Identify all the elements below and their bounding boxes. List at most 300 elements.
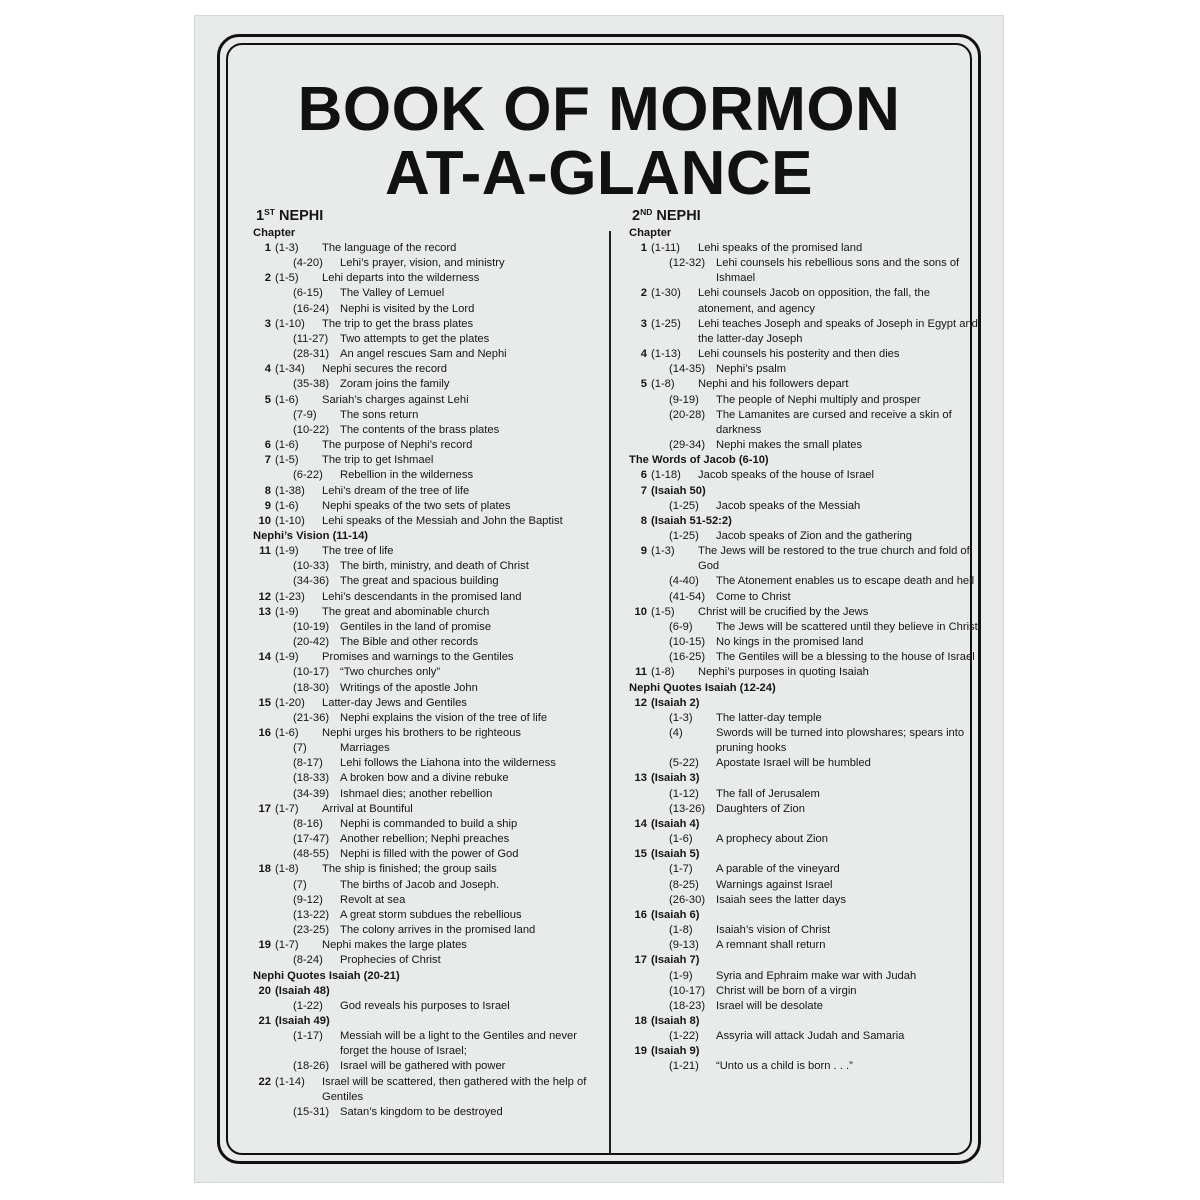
heading-text: NEPHI — [652, 208, 701, 224]
chapter-entry — [253, 802, 603, 817]
chapter-entry — [253, 241, 603, 256]
page-title — [195, 75, 1003, 208]
entry-description: Zoram joins the family — [340, 378, 450, 391]
verse-range: (16-25) — [669, 651, 706, 664]
chapter-entry — [253, 499, 603, 514]
verse-range: (13-22) — [293, 908, 330, 921]
verse-range: (1-6) — [275, 499, 299, 512]
verse-range: (18-26) — [293, 1060, 330, 1073]
entry-description: Christ will be crucified by the Jews — [698, 605, 869, 618]
chapter-entry — [253, 878, 603, 893]
isaiah-chapter-heading — [629, 514, 979, 529]
verse-range: (1-22) — [669, 1030, 699, 1043]
verse-range: (10-22) — [293, 423, 330, 436]
isaiah-reference: (Isaiah 9) — [651, 1045, 700, 1058]
entry-description: The Valley of Lemuel — [340, 287, 445, 300]
entry-description: Jacob speaks of Zion and the gathering — [716, 529, 912, 542]
entry-description: The language of the record — [322, 242, 457, 254]
chapter-number: 2 — [264, 272, 271, 285]
verse-range: (1-13) — [651, 348, 681, 361]
chapter-entry — [253, 771, 603, 786]
verse-range: (1-25) — [669, 529, 699, 542]
chapter-entry — [629, 802, 979, 817]
verse-range: (23-25) — [293, 924, 330, 937]
chapter-entry — [253, 590, 603, 605]
isaiah-reference: (Isaiah 51-52:2) — [651, 514, 732, 527]
isaiah-chapter-heading — [629, 817, 979, 832]
chapter-entry — [253, 681, 603, 696]
verse-range: (1-9) — [275, 651, 299, 664]
chapter-entry — [629, 362, 979, 377]
chapter-entry — [253, 726, 603, 741]
chapter-entry — [253, 377, 603, 392]
chapter-entry — [629, 1029, 979, 1044]
section-title-2-nephi — [632, 202, 979, 226]
chapter-entry — [253, 438, 603, 453]
entry-description: No kings in the promised land — [716, 636, 864, 649]
verse-range: (1-9) — [669, 969, 693, 982]
entry-description: Nephi secures the record — [322, 363, 447, 376]
isaiah-reference: (Isaiah 2) — [651, 696, 700, 709]
entry-description: The births of Jacob and Joseph. — [340, 878, 500, 891]
chapter-entry — [629, 726, 979, 756]
heading-ordinal: ST — [264, 207, 275, 217]
entry-description: The Jews will be restored to the true church and fold of God — [698, 545, 970, 573]
entry-description: A prophecy about Zion — [716, 833, 828, 846]
isaiah-chapter-heading — [629, 1014, 979, 1029]
entry-description: Arrival at Bountiful — [322, 802, 413, 815]
isaiah-chapter-heading — [253, 1014, 603, 1029]
entry-description: The colony arrives in the promised land — [340, 924, 536, 937]
entry-description: Lehi teaches Joseph and speaks of Joseph in Egypt and the latter-day Joseph — [698, 317, 978, 345]
chapter-entry — [629, 529, 979, 544]
verse-range: (10-33) — [293, 560, 330, 573]
verse-range: (1-23) — [275, 590, 305, 603]
verse-range: (18-33) — [293, 772, 330, 785]
entry-description: Nephi makes the small plates — [716, 439, 863, 452]
isaiah-reference: (Isaiah 50) — [651, 484, 706, 497]
entry-description: The Lamanites are cursed and receive a skin of darkness — [716, 408, 952, 436]
entry-description: The sons return — [340, 408, 419, 421]
entry-description: The people of Nephi multiply and prosper — [716, 393, 921, 406]
entry-description: Israel will be gathered with power — [340, 1060, 506, 1073]
chapter-number: 13 — [634, 772, 647, 785]
chapter-entry — [629, 393, 979, 408]
chapter-label: Chapter — [629, 227, 672, 239]
chapter-entry — [629, 893, 979, 908]
isaiah-chapter-heading — [629, 1044, 979, 1059]
chapter-entry — [253, 908, 603, 923]
verse-range: (34-36) — [293, 575, 330, 588]
entry-description: Nephi is commanded to build a ship — [340, 817, 518, 830]
entry-description: Lehi’s dream of the tree of life — [322, 484, 470, 497]
verse-range: (1-11) — [651, 242, 681, 254]
chapter-number: 4 — [640, 348, 647, 361]
verse-range: (1-6) — [669, 833, 693, 846]
chapter-entry — [629, 347, 979, 362]
chapter-entry — [253, 847, 603, 862]
entry-description: Nephi and his followers depart — [698, 378, 849, 391]
isaiah-reference: (Isaiah 6) — [651, 908, 700, 921]
first-nephi-column — [253, 202, 603, 1120]
chapter-number: 17 — [258, 802, 271, 815]
verse-range: (1-8) — [651, 666, 675, 679]
verse-range: (35-38) — [293, 378, 330, 391]
isaiah-reference: (Isaiah 3) — [651, 772, 700, 785]
chapter-entry — [253, 544, 603, 559]
entry-description: Latter-day Jews and Gentiles — [322, 696, 467, 709]
entry-description: Christ will be born of a virgin — [716, 984, 857, 997]
entry-list — [629, 241, 979, 1075]
chapter-entry — [629, 650, 979, 665]
section-title-1-nephi — [256, 202, 603, 226]
entry-description: Lehi counsels his rebellious sons and the sons of Ishmael — [716, 257, 960, 285]
verse-range: (16-24) — [293, 302, 330, 315]
verse-range: (9-13) — [669, 939, 699, 952]
chapter-entry — [253, 468, 603, 483]
chapter-entry — [629, 286, 979, 316]
verse-range: (41-54) — [669, 590, 706, 603]
isaiah-reference: (Isaiah 48) — [275, 984, 330, 997]
chapter-entry — [629, 317, 979, 347]
isaiah-chapter-heading — [629, 953, 979, 968]
chapter-number: 11 — [259, 545, 271, 558]
chapter-number: 3 — [264, 317, 271, 330]
chapter-entry — [253, 332, 603, 347]
chapter-entry — [629, 969, 979, 984]
entry-description: The Bible and other records — [340, 636, 479, 649]
chapter-number: 20 — [258, 984, 271, 997]
entry-description: Gentiles in the land of promise — [340, 620, 492, 633]
chapter-entry — [629, 878, 979, 893]
chapter-entry — [253, 286, 603, 301]
chapter-entry — [253, 393, 603, 408]
verse-range: (1-25) — [669, 499, 699, 512]
verse-range: (4) — [669, 727, 683, 739]
verse-range: (7-9) — [293, 408, 317, 421]
verse-range: (1-22) — [293, 999, 323, 1012]
entry-description: Isaiah sees the latter days — [716, 893, 846, 906]
verse-range: (6-22) — [293, 469, 323, 482]
entry-description: Nephi’s purposes in quoting Isaiah — [698, 666, 869, 679]
verse-range: (48-55) — [293, 848, 330, 861]
entry-description: Come to Christ — [716, 590, 791, 603]
chapter-number: 9 — [640, 545, 647, 558]
entry-description: Satan’s kingdom to be destroyed — [340, 1105, 503, 1118]
isaiah-chapter-heading — [629, 484, 979, 499]
entry-description: Revolt at sea — [340, 893, 406, 906]
chapter-number: 12 — [258, 590, 271, 603]
verse-range: (18-30) — [293, 681, 330, 694]
chapter-entry — [629, 1059, 979, 1074]
verse-range: (10-15) — [669, 636, 706, 649]
verse-range: (1-8) — [669, 924, 693, 937]
chapter-entry — [629, 999, 979, 1014]
verse-range: (1-3) — [275, 242, 299, 254]
verse-range: (4-20) — [293, 257, 323, 270]
chapter-entry — [253, 574, 603, 589]
verse-range: (7) — [293, 742, 307, 755]
chapter-entry — [253, 938, 603, 953]
verse-range: (1-7) — [275, 802, 299, 815]
entry-description: A great storm subdues the rebellious — [340, 908, 522, 921]
chapter-number: 9 — [264, 499, 271, 512]
chapter-number: 7 — [264, 454, 271, 467]
chapter-number: 10 — [634, 605, 647, 618]
chapter-number: 10 — [258, 514, 271, 527]
heading-number: 2 — [632, 208, 641, 224]
isaiah-reference: (Isaiah 8) — [651, 1014, 700, 1027]
chapter-entry — [253, 999, 603, 1014]
chapter-entry — [253, 317, 603, 332]
section-subheading: Nephi’s Vision (11-14) — [253, 529, 369, 542]
chapter-number: 5 — [264, 393, 271, 406]
chapter-entry — [629, 544, 979, 574]
entry-description: Lehi’s prayer, vision, and ministry — [340, 257, 505, 270]
entry-description: Isaiah’s vision of Christ — [716, 924, 831, 937]
chapter-entry — [253, 423, 603, 438]
entry-description: A remnant shall return — [716, 939, 826, 952]
column-divider — [609, 231, 611, 1154]
entry-description: Syria and Ephraim make war with Judah — [716, 969, 917, 982]
verse-range: (1-8) — [651, 378, 675, 391]
verse-range: (1-5) — [651, 605, 675, 618]
chapter-entry — [253, 484, 603, 499]
chapter-entry — [253, 256, 603, 271]
entry-description: The Gentiles will be a blessing to the house of Israel — [716, 651, 975, 664]
verse-range: (1-5) — [275, 454, 299, 467]
chapter-entry — [253, 665, 603, 680]
entry-description: Marriages — [340, 742, 390, 755]
verse-range: (1-10) — [275, 514, 305, 527]
chapter-entry — [629, 574, 979, 589]
chapter-number: 19 — [258, 939, 271, 952]
verse-range: (13-26) — [669, 802, 706, 815]
isaiah-chapter-heading — [629, 908, 979, 923]
isaiah-reference: (Isaiah 49) — [275, 1014, 330, 1027]
verse-range: (1-30) — [651, 287, 681, 300]
isaiah-reference: (Isaiah 7) — [651, 954, 700, 967]
chapter-entry — [253, 635, 603, 650]
chapter-entry — [629, 241, 979, 256]
entry-description: Lehi counsels Jacob on opposition, the fall, the atonement, and agency — [698, 287, 930, 315]
entry-description: The great and abominable church — [322, 605, 490, 618]
verse-range: (9-12) — [293, 893, 323, 906]
chapter-entry — [253, 1059, 603, 1074]
chapter-number: 6 — [640, 469, 647, 482]
verse-range: (26-30) — [669, 893, 706, 906]
chapter-entry — [629, 620, 979, 635]
chapter-entry — [253, 605, 603, 620]
chapter-entry — [629, 756, 979, 771]
verse-range: (1-10) — [275, 317, 305, 330]
verse-range: (1-7) — [669, 863, 693, 876]
chapter-number: 12 — [634, 696, 647, 709]
chapter-entry — [253, 1105, 603, 1120]
chapter-entry — [253, 1075, 603, 1105]
chapter-entry — [253, 711, 603, 726]
heading-text: NEPHI — [274, 208, 324, 224]
chapter-entry — [629, 590, 979, 605]
verse-range: (15-31) — [293, 1105, 330, 1118]
entry-description: Writings of the apostle John — [340, 681, 478, 694]
verse-range: (8-16) — [293, 817, 323, 830]
verse-range: (1-12) — [669, 787, 699, 800]
chapter-entry — [253, 620, 603, 635]
chapter-entry — [253, 453, 603, 468]
verse-range: (8-25) — [669, 878, 699, 891]
verse-range: (8-24) — [293, 954, 323, 967]
entry-description: Lehi speaks of the promised land — [698, 242, 863, 254]
verse-range: (4-40) — [669, 575, 699, 588]
verse-range: (20-28) — [669, 408, 706, 421]
verse-range: (6-15) — [293, 287, 323, 300]
chapter-number: 21 — [258, 1014, 271, 1027]
verse-range: (10-17) — [669, 984, 706, 997]
chapter-entry — [629, 377, 979, 392]
isaiah-reference: (Isaiah 5) — [651, 848, 700, 861]
chapter-number: 17 — [634, 954, 647, 967]
chapter-entry — [629, 468, 979, 483]
isaiah-chapter-heading — [629, 771, 979, 786]
entry-description: Lehi counsels his posterity and then dies — [698, 348, 900, 361]
verse-range: (12-32) — [669, 257, 706, 270]
verse-range: (1-3) — [669, 711, 693, 724]
verse-range: (9-19) — [669, 393, 699, 406]
chapter-entry — [629, 787, 979, 802]
verse-range: (1-9) — [275, 545, 299, 558]
verse-range: (6-9) — [669, 620, 693, 633]
entry-description: The Atonement enables us to escape death and hell — [716, 575, 975, 588]
chapter-number: 3 — [640, 317, 647, 330]
entry-description: Lehi follows the Liahona into the wilderness — [340, 757, 556, 770]
chapter-entry — [629, 984, 979, 999]
chapter-entry — [629, 711, 979, 726]
verse-range: (5-22) — [669, 757, 699, 770]
entry-description: Sariah’s charges against Lehi — [322, 393, 469, 406]
isaiah-chapter-heading — [253, 984, 603, 999]
chapter-entry — [629, 938, 979, 953]
entry-description: Nephi speaks of the two sets of plates — [322, 499, 511, 512]
verse-range: (1-17) — [293, 1030, 323, 1043]
chapter-number: 16 — [258, 727, 271, 739]
entry-description: The contents of the brass plates — [340, 423, 500, 436]
entry-description: The birth, ministry, and death of Christ — [340, 560, 529, 573]
chapter-number: 22 — [258, 1075, 271, 1088]
chapter-entry — [253, 408, 603, 423]
entry-description: Lehi’s descendants in the promised land — [322, 590, 522, 603]
chapter-number: 8 — [640, 514, 647, 527]
chapter-entry — [253, 817, 603, 832]
verse-range: (10-19) — [293, 620, 330, 633]
entry-description: The trip to get Ishmael — [322, 454, 434, 467]
chapter-entry — [253, 953, 603, 968]
entry-description: Lehi departs into the wilderness — [322, 272, 480, 285]
chapter-entry — [629, 499, 979, 514]
chapter-entry — [253, 271, 603, 286]
verse-range: (1-20) — [275, 696, 305, 709]
entry-description: Nephi is visited by the Lord — [340, 302, 475, 315]
entry-description: “Unto us a child is born . . .” — [716, 1060, 853, 1073]
entry-description: “Two churches only” — [340, 666, 441, 679]
entry-description: Swords will be turned into plowshares; spears into pruning hooks — [716, 727, 965, 755]
chapter-number: 4 — [264, 363, 271, 376]
entry-description: Prophecies of Christ — [340, 954, 441, 967]
verse-range: (1-6) — [275, 727, 299, 739]
chapter-entry — [253, 832, 603, 847]
entry-description: The fall of Jerusalem — [716, 787, 820, 800]
verse-range: (1-9) — [275, 605, 299, 618]
entry-description: Lehi speaks of the Messiah and John the Baptist — [322, 514, 563, 527]
entry-description: Warnings against Israel — [716, 878, 833, 891]
chapter-entry — [253, 696, 603, 711]
verse-range: (18-23) — [669, 999, 706, 1012]
entry-description: Nephi is filled with the power of God — [340, 848, 519, 861]
chart-card — [195, 16, 1003, 1182]
verse-range: (21-36) — [293, 711, 330, 724]
chapter-entry — [629, 605, 979, 620]
title-line-1: BOOK OF MORMON — [297, 75, 901, 144]
isaiah-chapter-heading — [629, 696, 979, 711]
heading-number: 1 — [256, 208, 265, 224]
verse-range: (20-42) — [293, 636, 330, 649]
chapter-number: 14 — [634, 817, 647, 830]
entry-description: Two attempts to get the plates — [340, 332, 490, 345]
entry-description: Another rebellion; Nephi preaches — [340, 833, 510, 846]
chapter-entry — [253, 741, 603, 756]
chapter-entry — [629, 408, 979, 438]
verse-range: (8-17) — [293, 757, 323, 770]
verse-range: (1-7) — [275, 939, 299, 952]
chapter-entry — [629, 832, 979, 847]
verse-range: (1-3) — [651, 545, 675, 558]
chapter-entry — [629, 256, 979, 286]
chapter-number: 2 — [640, 287, 647, 300]
chapter-number: 8 — [264, 484, 271, 497]
chapter-entry — [253, 893, 603, 908]
verse-range: (17-47) — [293, 833, 330, 846]
verse-range: (10-17) — [293, 666, 330, 679]
verse-range: (1-25) — [651, 317, 681, 330]
chapter-number: 1 — [640, 242, 647, 254]
second-nephi-column — [629, 202, 979, 1075]
verse-range: (11-27) — [293, 332, 329, 345]
entry-description: The ship is finished; the group sails — [322, 863, 497, 876]
entry-description: Daughters of Zion — [716, 802, 805, 815]
entry-description: The purpose of Nephi’s record — [322, 439, 473, 452]
chapter-entry — [253, 923, 603, 938]
isaiah-chapter-heading — [629, 847, 979, 862]
chapter-number: 18 — [634, 1014, 647, 1027]
entry-description: God reveals his purposes to Israel — [340, 999, 510, 1012]
chapter-number: 15 — [634, 848, 647, 861]
entry-description: Assyria will attack Judah and Samaria — [716, 1030, 905, 1043]
chapter-number: 1 — [264, 242, 271, 254]
chapter-label: Chapter — [253, 227, 296, 239]
chapter-number: 6 — [264, 439, 271, 452]
chapter-entry — [253, 756, 603, 771]
entry-description: A broken bow and a divine rebuke — [340, 772, 509, 785]
entry-description: A parable of the vineyard — [716, 863, 840, 876]
verse-range: (14-35) — [669, 363, 706, 376]
verse-range: (1-38) — [275, 484, 305, 497]
entry-description: The latter-day temple — [716, 711, 822, 724]
entry-description: Nephi explains the vision of the tree of life — [340, 711, 548, 724]
verse-range: (1-8) — [275, 863, 299, 876]
chapter-entry — [253, 1029, 603, 1059]
section-subheading: Nephi Quotes Isaiah (12-24) — [629, 681, 776, 694]
entry-description: Nephi’s psalm — [716, 363, 787, 376]
